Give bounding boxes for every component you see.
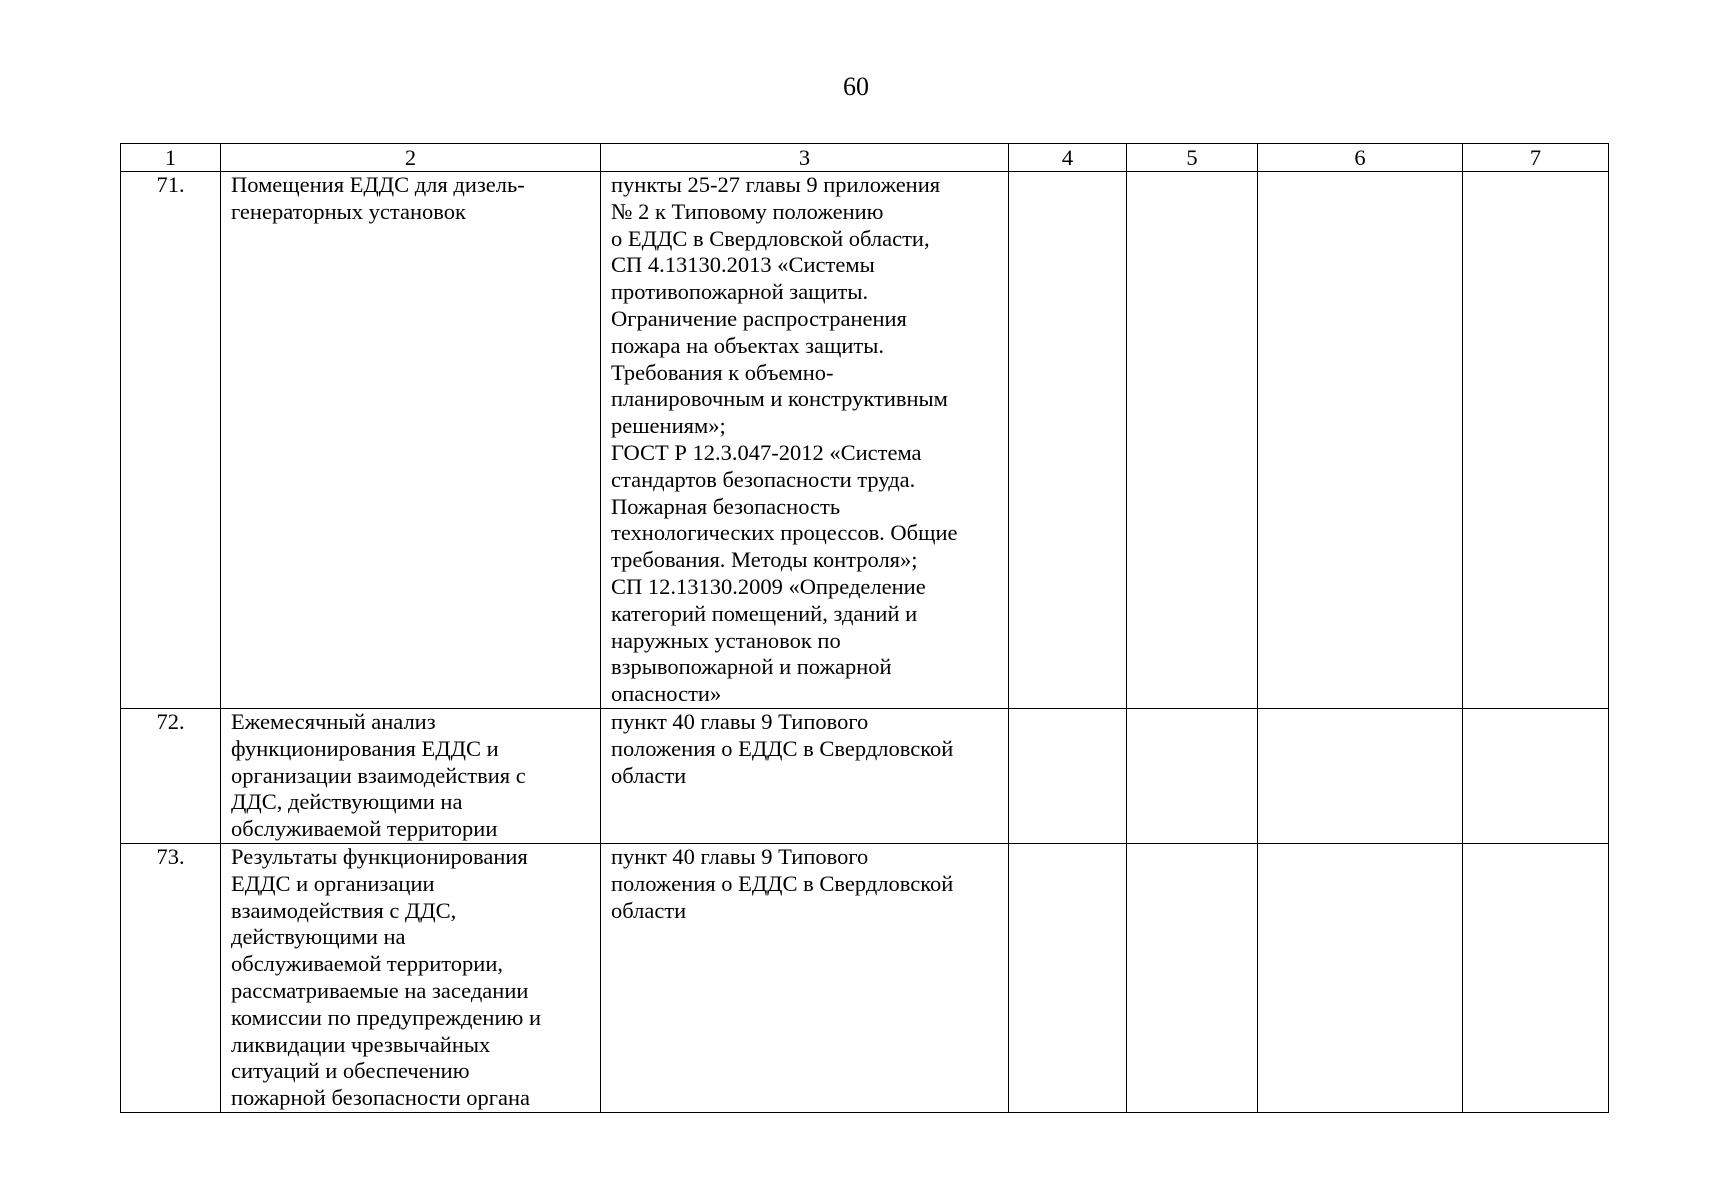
requirement-name: Результаты функционирования ЕДДС и организации взаимодействия с ДДС, действующими на обслуживаемой территории, рассматриваемые на заседании комиссии по предупреждению и ликвидации чрезвычайных ситуаций и обеспечению пожарной безопасности органа: [221, 843, 601, 1112]
column-header-2: 2: [221, 144, 601, 172]
cell-col-4: [1009, 708, 1127, 843]
cell-col-4: [1009, 843, 1127, 1112]
cell-col-7: [1463, 172, 1609, 709]
requirement-name: Ежемесячный анализ функционирования ЕДДС и организации взаимодействия с ДДС, действующими на обслуживаемой территории: [221, 708, 601, 843]
cell-col-4: [1009, 172, 1127, 709]
cell-col-5: [1127, 172, 1258, 709]
column-header-3: 3: [601, 144, 1009, 172]
requirement-name: Помещения ЕДДС для дизель- генераторных установок: [221, 172, 601, 709]
cell-col-6: [1258, 172, 1463, 709]
table-row: [121, 708, 1609, 843]
column-header-7: 7: [1463, 144, 1609, 172]
regulatory-basis: пункты 25-27 главы 9 приложения № 2 к Типовому положению о ЕДДС в Свердловской области, СП 4.13130.2013 «Системы противопожарной защиты. Ограничение распространения пожара на объектах защиты. Требования к объемно- планировочным и конструктивным решениям»; ГОСТ Р 12.3.047-2012 «Система стандартов безопасности труда. Пожарная безопасность технологических процессов. Общие требования. Методы контроля»; СП 12.13130.2009 «Определение категорий помещений, зданий и наружных установок по взрывопожарной и пожарной опасности»: [601, 172, 1009, 709]
regulatory-basis: пункт 40 главы 9 Типового положения о ЕДДС в Свердловской области: [601, 843, 1009, 1112]
row-number: 72.: [121, 708, 221, 843]
cell-col-5: [1127, 843, 1258, 1112]
column-header-4: 4: [1009, 144, 1127, 172]
page-number: 60: [843, 72, 869, 101]
table-header-row: [121, 144, 1609, 172]
cell-col-6: [1258, 843, 1463, 1112]
cell-col-5: [1127, 708, 1258, 843]
cell-col-6: [1258, 708, 1463, 843]
cell-col-7: [1463, 708, 1609, 843]
column-header-1: 1: [121, 144, 221, 172]
column-header-6: 6: [1258, 144, 1463, 172]
table-row: [121, 843, 1609, 1112]
column-header-5: 5: [1127, 144, 1258, 172]
cell-col-7: [1463, 843, 1609, 1112]
table-row: [121, 172, 1609, 709]
row-number: 73.: [121, 843, 221, 1112]
row-number: 71.: [121, 172, 221, 709]
regulatory-basis: пункт 40 главы 9 Типового положения о ЕДДС в Свердловской области: [601, 708, 1009, 843]
requirements-table: [120, 143, 1609, 1113]
